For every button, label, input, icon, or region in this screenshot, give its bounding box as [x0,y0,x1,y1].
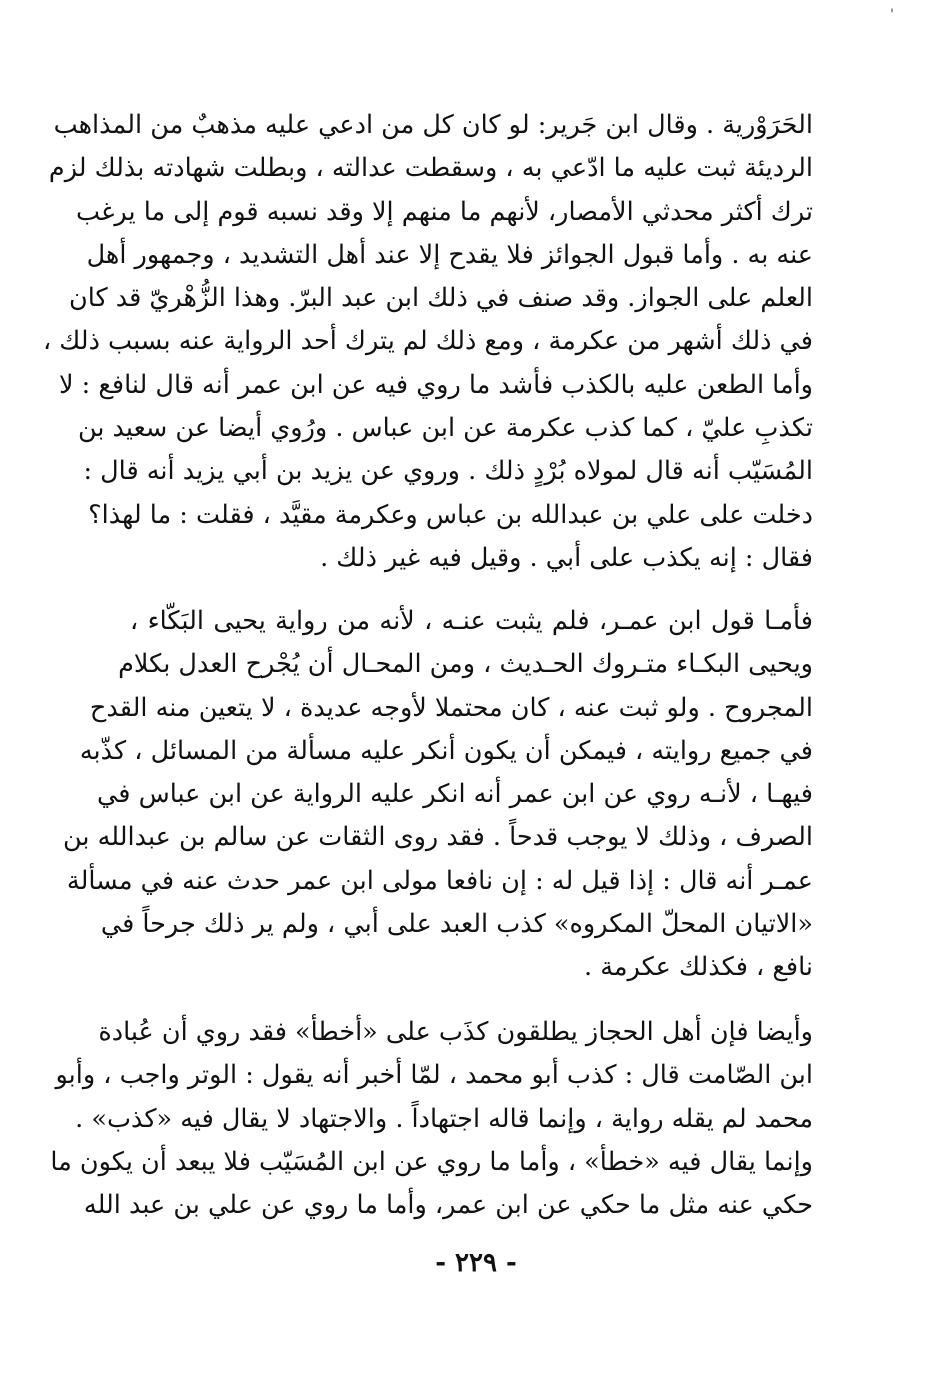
text-line: فقال : إنه يكذب على أبي . وقيل فيه غير ذلك . [320,542,813,573]
text-line: محمد لم يقله رواية ، وإنما قاله اجتهاداً . والاجتهاد لا يقال فيه «كذب» . [75,1103,813,1134]
paragraph-3 [50,1011,813,1227]
text-line: في جميع روايته ، فيمكن أن يكون أنكر عليه مسألة من المسائل ، كذّبه [79,735,813,766]
text-line: حكي عنه مثل ما حكي عن ابن عمر، وأما ما روي عن علي بن عبد الله [83,1190,813,1221]
text-line: «الاتيان المحلّ المكروه» كذب العبد على أبي ، ولم ير ذلك جرحاً في [100,909,813,940]
text-line: ابن الصّامت قال : كذب أبو محمد ، لمّا أخبر أنه يقول : الوتر واجب ، وأبو [55,1060,813,1091]
text-line: الصرف ، وذلك لا يوجب قدحاً . فقد روى الثقات عن سالم بن عبدالله بن [62,822,813,853]
text-line: المُسَيّب أنه قال لمولاه بُرْدٍ ذلك . وروي عن يزيد بن أبي يزيد أنه قال : [83,456,813,487]
corner-mark: ' [890,7,894,23]
page-number: - ٢٢٩ - [435,1248,517,1278]
text-line: نافع ، فكذلك عكرمة . [583,952,813,983]
text-line: ويحيى البكـاء متـروك الحـديث ، ومن المحـال أن يُجْرح العدل بكلام [118,649,813,680]
text-line: المجروح . ولو ثبت عنه ، كان محتملا لأوجه عديدة ، لا يتعين منه القدح [89,692,813,723]
text-line: فيهـا ، لأنـه روي عن ابن عمر أنه انكر عليه الرواية عن ابن عباس في [97,779,813,810]
text-line: وأيضا فإن أهل الحجاز يطلقون كذَب على «أخطأ» فقد روي أن عُبادة [98,1017,813,1047]
text-line: الرديئة ثبت عليه ما ادّعي به ، وسقطت عدالته ، وبطلت شهادته بذلك لزم [48,153,813,184]
text-line: عنه به . وأما قبول الجوائز فلا يقدح إلا عند أهل التشديد ، وجمهور أهل [86,239,813,270]
text-line: وأما الطعن عليه بالكذب فأشد ما روي فيه عن ابن عمر أنه قال لنافع : لا [58,369,813,400]
text-line: العلم على الجواز. وقد صنف في ذلك ابن عبد البرّ. وهذا الزُّهْريّ قد كان [69,283,813,314]
paragraph-1 [42,104,813,580]
text-line: تكذبِ عليّ ، كما كذب عكرمة عن ابن عباس . ورُوي أيضا عن سعيد بن [77,413,813,444]
text-line: دخلت على علي بن عبدالله بن عباس وعكرمة مقيَّد ، فقلت : ما لهذا؟ [88,499,813,530]
text-line: عمـر أنه قال : إذا قيل له : إن نافعا مولى ابن عمر حدث عنه في مسألة [66,865,813,896]
text-line: في ذلك أشهر من عكرمة ، ومع ذلك لم يترك أحد الرواية عنه بسبب ذلك ، [42,326,813,357]
paragraph-2 [62,600,813,990]
text-line: ترك أكثر محدثي الأمصار، لأنهم ما منهم إلا وقد نسبه قوم إلى ما يرغب [76,196,813,227]
text-line: فأمـا قول ابن عمـر، فلم يثبت عنـه ، لأنه من رواية يحيى البَكّاء ، [130,606,813,636]
text-line: الحَرَوْرية . وقال ابن جَرير: لو كان كل من ادعي عليه مذهبٌ من المذاهب [53,110,813,140]
text-line: وإنما يقال فيه «خطأ» ، وأما ما روي عن ابن المُسَيّب فلا يبعد أن يكون ما [50,1146,813,1177]
